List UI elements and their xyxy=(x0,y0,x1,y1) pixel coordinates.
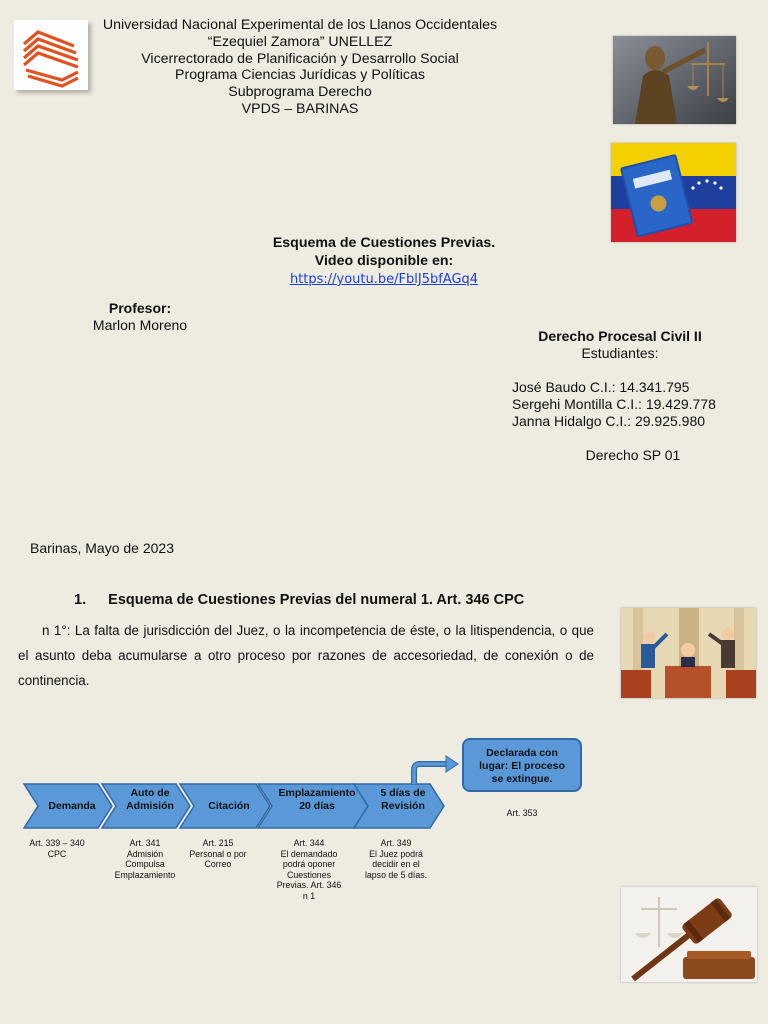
result-note: Art. 353 xyxy=(506,808,538,818)
result-line: se extingue. xyxy=(491,773,553,785)
paragraph-text: n 1°: La falta de jurisdicción del Juez, o la incompetencia de éste, o la litispendencia, o que el asunto deba acumularse a otro proceso por razones de accesoriedad, de conexión o de continencia. xyxy=(18,623,594,688)
university-logo xyxy=(14,20,88,90)
students-label: Estudiantes: xyxy=(581,345,659,361)
course-block xyxy=(500,328,740,464)
courtroom-image xyxy=(621,608,756,698)
constitution-flag-image xyxy=(611,143,736,242)
flow-connector-arrow xyxy=(414,764,446,784)
document-date: Barinas, Mayo de 2023 xyxy=(30,540,174,556)
flow-arrowhead xyxy=(446,756,458,772)
video-link[interactable]: https://youtu.be/FblJ5bfAGq4 xyxy=(289,272,479,287)
flow-step-note: Art. 215 Personal o por Correo xyxy=(189,838,247,870)
flow-step-label: 5 días de Revisión xyxy=(380,787,426,812)
section-title: Esquema de Cuestiones Previas del numeral 1. Art. 346 CPC xyxy=(108,592,525,608)
unellez-logo-icon xyxy=(14,20,88,90)
header-line: Universidad Nacional Experimental de los Llanos Occidentales xyxy=(102,17,498,33)
flow-step-label: Emplazamiento 20 días xyxy=(278,787,356,812)
section-paragraph xyxy=(18,618,594,693)
result-line: lugar: El proceso xyxy=(479,760,565,772)
institution-header xyxy=(90,17,510,118)
header-line: “Ezequiel Zamora” UNELLEZ xyxy=(207,33,393,50)
header-line: Vicerrectorado de Planificación y Desarrollo Social xyxy=(141,50,459,67)
flow-step-note: Art. 344 El demandado podrá oponer Cuestiones Previas. Art. 346 n 1 xyxy=(276,838,342,901)
professor-block xyxy=(60,300,220,334)
result-line: Declarada con xyxy=(486,747,558,759)
flow-step-note: Art. 349 El Juez podrá decidir en el lapso de 5 días. xyxy=(364,838,428,880)
student-item: Sergehi Montilla C.I.: 19.429.778 xyxy=(512,396,716,412)
course-section: Derecho SP 01 xyxy=(585,447,681,463)
justice-statue-image xyxy=(613,36,736,124)
title-line: Esquema de Cuestiones Previas. xyxy=(272,235,496,251)
section-heading xyxy=(74,592,524,608)
gavel-image xyxy=(621,887,757,982)
document-title xyxy=(200,234,568,289)
flow-step-note: Art. 339 – 340 CPC xyxy=(29,838,85,859)
title-line: Video disponible en: xyxy=(314,253,454,269)
flow-step-label: Citación xyxy=(208,799,250,812)
header-line: Programa Ciencias Jurídicas y Políticas xyxy=(175,67,425,84)
student-item: José Baudo C.I.: 14.341.795 xyxy=(512,379,690,395)
student-item: Janna Hidalgo C.I.: 29.925.980 xyxy=(512,413,706,429)
result-box xyxy=(462,738,582,792)
professor-name: Marlon Moreno xyxy=(92,317,188,333)
flow-step-label: Auto de Admisión xyxy=(126,787,174,812)
header-line: Subprograma Derecho xyxy=(228,84,372,101)
professor-label: Profesor: xyxy=(108,300,172,316)
section-number: 1. xyxy=(74,592,87,608)
course-name: Derecho Procesal Civil II xyxy=(538,328,702,344)
flow-step-note: Art. 341 Admisión Compulsa Emplazamiento xyxy=(114,838,176,880)
header-line: VPDS – BARINAS xyxy=(241,100,359,117)
flow-step-label: Demanda xyxy=(48,799,96,812)
